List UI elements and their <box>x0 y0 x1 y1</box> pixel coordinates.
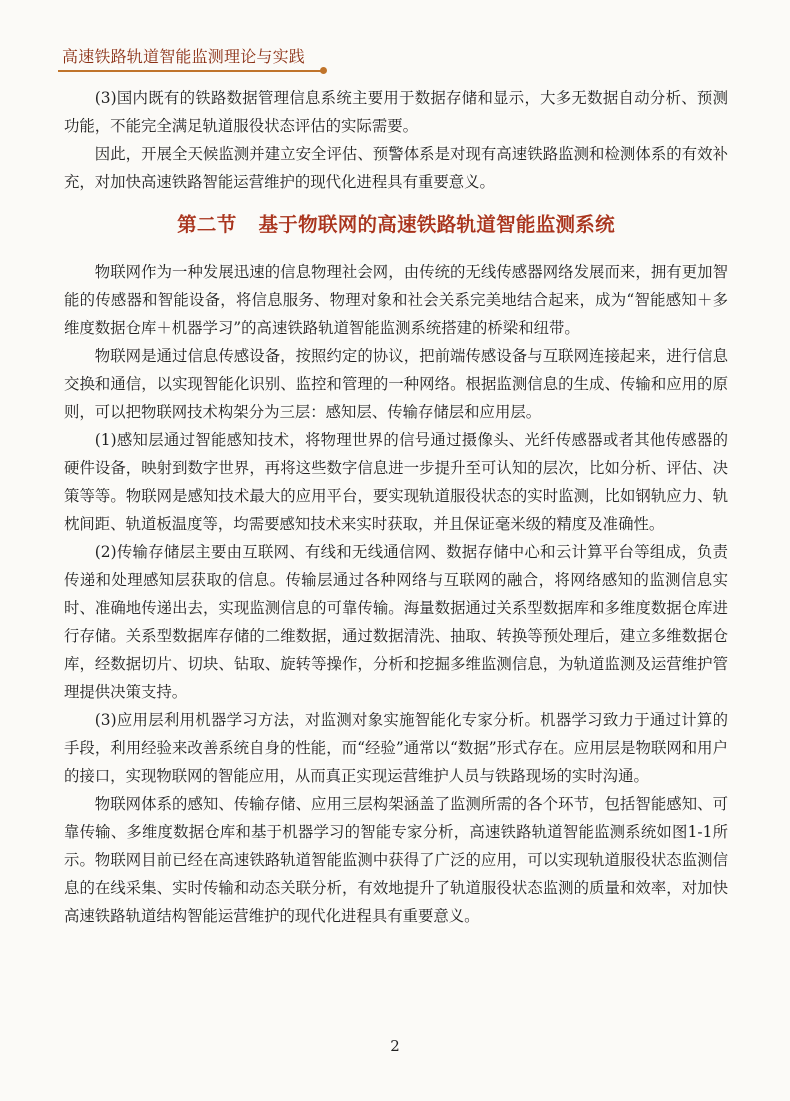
body-paragraph-5: (3)应用层利用机器学习方法，对监测对象实施智能化专家分析。机器学习致力于通过计算的手段，利用经验来改善系统自身的性能，而“经验”通常以“数据”形式存在。应用层是物联网和用户的接口，实现物联网的智能应用，从而真正实现运营维护人员与铁路现场的实时沟通。 <box>64 711 728 785</box>
body-paragraph-3: (1)感知层通过智能感知技术，将物理世界的信号通过摄像头、光纤传感器或者其他传感器的硬件设备，映射到数字世界，再将这些数字信息进一步提升至可认知的层次，比如分析、评估、决策等等。物联网是感知技术最大的应用平台，要实现轨道服役状态的实时监测，比如钢轨应力、轨枕间距、轨道板温度等，均需要感知技术来实时获取，并且保证毫米级的精度及准确性。 <box>64 431 728 533</box>
page-body <box>64 84 728 930</box>
section-title <box>64 206 728 244</box>
header-rule-dot <box>320 67 327 74</box>
body-paragraph-1: 物联网作为一种发展迅速的信息物理社会网，由传统的无线传感器网络发展而来，拥有更加智能的传感器和智能设备，将信息服务、物理对象和社会关系完美地结合起来，成为“智能感知＋多维度数据仓库＋机器学习”的高速铁路轨道智能监测系统搭建的桥梁和纽带。 <box>64 263 728 337</box>
running-header-title: 高速铁路轨道智能监测理论与实践 <box>62 47 306 66</box>
section-number: 第二节 <box>177 213 237 236</box>
page-number: 2 <box>390 1037 400 1055</box>
header-rule <box>58 70 322 72</box>
body-paragraph-6: 物联网体系的感知、传输存储、应用三层构架涵盖了监测所需的各个环节，包括智能感知、可靠传输、多维度数据仓库和基于机器学习的智能专家分析，高速铁路轨道智能监测系统如图1-1所示。物联网目前已经在高速铁路轨道智能监测中获得了广泛的应用，可以实现轨道服役状态监测信息的在线采集、实时传输和动态关联分析，有效地提升了轨道服役状态监测的质量和效率，对加快高速铁路轨道结构智能运营维护的现代化进程具有重要意义。 <box>64 795 728 925</box>
body-paragraph-4: (2)传输存储层主要由互联网、有线和无线通信网、数据存储中心和云计算平台等组成，负责传递和处理感知层获取的信息。传输层通过各种网络与互联网的融合，将网络感知的监测信息实时、准确地传递出去，实现监测信息的可靠传输。海量数据通过关系型数据库和多维度数据仓库进行存储。关系型数据库存储的二维数据，通过数据清洗、抽取、转换等预处理后，建立多维数据仓库，经数据切片、切块、钻取、旋转等操作，分析和挖掘多维监测信息，为轨道监测及运营维护管理提供决策支持。 <box>64 543 728 701</box>
section-title-text: 基于物联网的高速铁路轨道智能监测系统 <box>258 213 615 236</box>
intro-paragraph-1: (3)国内既有的铁路数据管理信息系统主要用于数据存储和显示，大多无数据自动分析、预测功能，不能完全满足轨道服役状态评估的实际需要。 <box>64 89 728 135</box>
intro-paragraph-2: 因此，开展全天候监测并建立安全评估、预警体系是对现有高速铁路监测和检测体系的有效补充，对加快高速铁路智能运营维护的现代化进程具有重要意义。 <box>64 145 728 191</box>
body-paragraph-2: 物联网是通过信息传感设备，按照约定的协议，把前端传感设备与互联网连接起来，进行信息交换和通信，以实现智能化识别、监控和管理的一种网络。根据监测信息的生成、传输和应用的原则，可以把物联网技术构架分为三层：感知层、传输存储层和应用层。 <box>64 347 728 421</box>
